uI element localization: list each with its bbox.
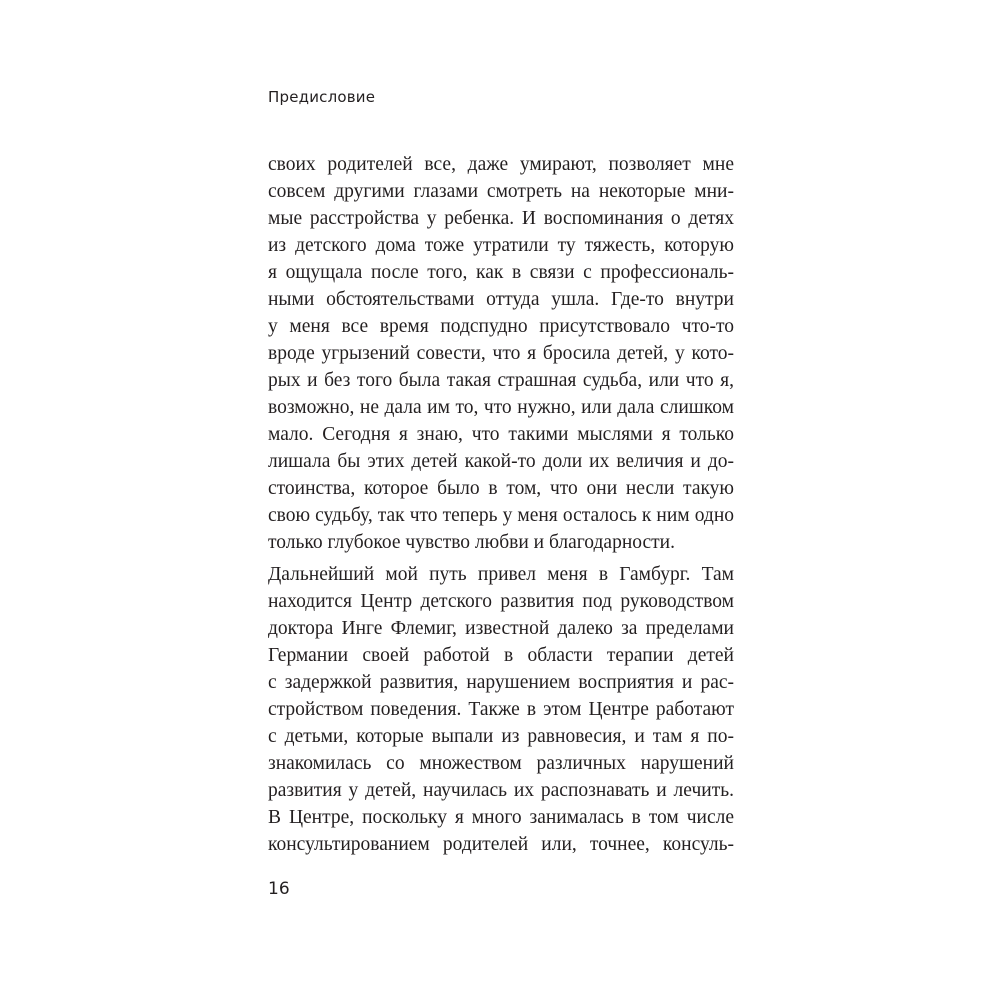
paragraph-1 xyxy=(268,151,734,556)
text-line: свою судьбу, так что теперь у меня осталось к ним одно xyxy=(268,505,734,526)
text-line: доктора Инге Флемиг, известной далеко за пределами xyxy=(268,618,734,639)
text-line: вроде угрызений совести, что я бросила детей, у кото- xyxy=(268,343,734,364)
text-line: ными обстоятельствами оттуда ушла. Где-то внутри xyxy=(268,289,734,310)
text-line: возможно, не дала им то, что нужно, или дала слишком xyxy=(268,397,734,418)
text-line: из детского дома тоже утратили ту тяжесть, которую xyxy=(268,235,734,256)
text-line: совсем другими глазами смотреть на некоторые мни- xyxy=(268,181,734,202)
text-line: развития у детей, научилась их распознавать и лечить. xyxy=(268,780,734,801)
text-line: стройством поведения. Также в этом Центре работают xyxy=(268,699,734,720)
text-line: консультированием родителей или, точнее, консуль- xyxy=(268,834,734,855)
text-line: Дальнейший мой путь привел меня в Гамбург. Там xyxy=(268,564,734,585)
text-line: только глубокое чувство любви и благодарности. xyxy=(268,532,675,553)
page-number: 16 xyxy=(268,879,290,899)
text-line: знакомилась со множеством различных нарушений xyxy=(268,753,734,774)
text-line: лишала бы этих детей какой-то доли их величия и до- xyxy=(268,451,734,472)
text-line: стоинства, которое было в том, что они несли такую xyxy=(268,478,734,499)
paragraph-2 xyxy=(268,561,734,858)
text-line: своих родителей все, даже умирают, позволяет мне xyxy=(268,154,734,175)
text-line: я ощущала после того, как в связи с профессиональ- xyxy=(268,262,734,283)
text-line: мые расстройства у ребенка. И воспоминания о детях xyxy=(268,208,734,229)
text-line: у меня все время подспудно присутствовало что-то xyxy=(268,316,734,337)
text-line: рых и без того была такая страшная судьба, или что я, xyxy=(268,370,734,391)
text-line: мало. Сегодня я знаю, что такими мыслями я только xyxy=(268,424,734,445)
text-line: Германии своей работой в области терапии детей xyxy=(268,645,734,666)
running-head: Предисловие xyxy=(268,88,376,106)
text-line: В Центре, поскольку я много занималась в том числе xyxy=(268,807,734,828)
text-line: находится Центр детского развития под руководством xyxy=(268,591,734,612)
text-line: с детьми, которые выпали из равновесия, и там я по- xyxy=(268,726,734,747)
text-line: с задержкой развития, нарушением восприятия и рас- xyxy=(268,672,734,693)
